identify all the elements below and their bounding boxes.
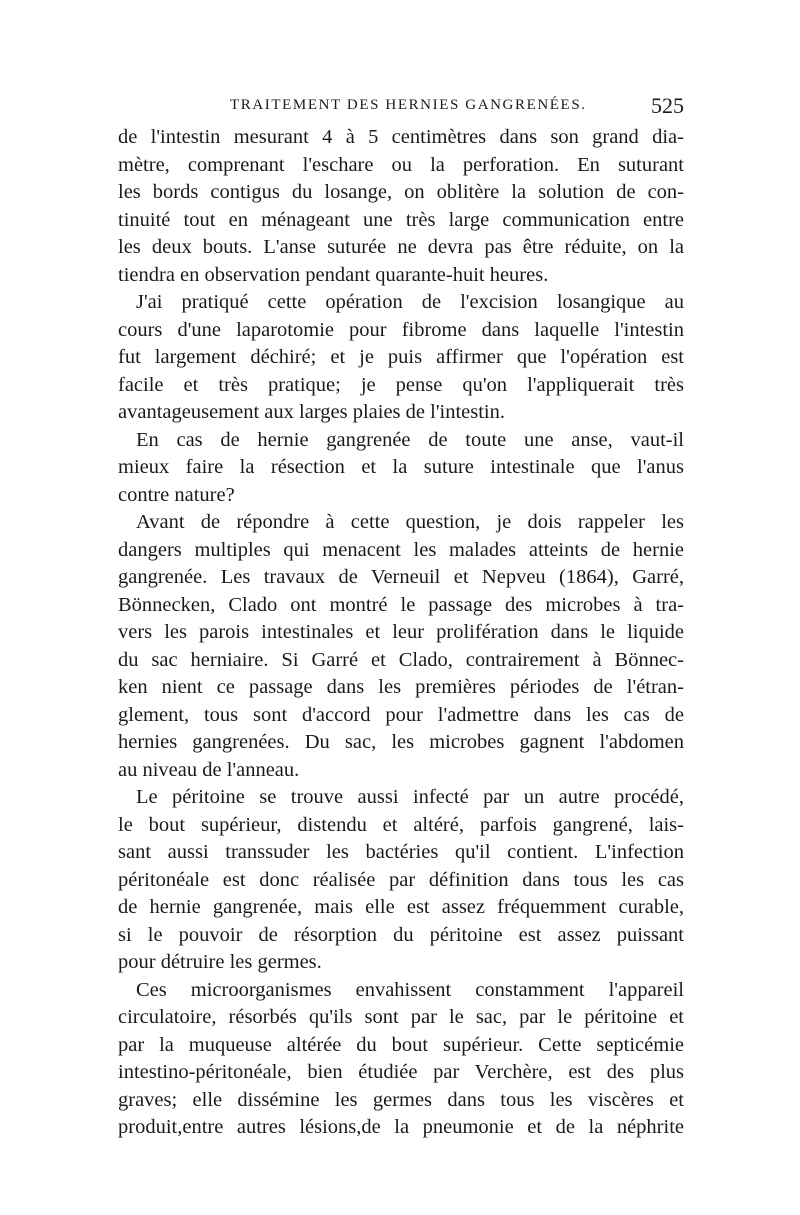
text-line: de l'intestin mesurant 4 à 5 centimètres dans son grand dia- [118, 126, 684, 148]
text-line: Bönnecken, Clado ont montré le passage des microbes à tra- [118, 593, 684, 616]
text-line: cours d'une laparotomie pour fibrome dans laquelle l'intestin [118, 318, 684, 341]
page-number: 525 [651, 93, 684, 118]
text-line: intestino-péritonéale, bien étudiée par Verchère, est des plus [118, 1061, 684, 1083]
text-line: graves; elle dissémine les germes dans tous les viscères et [118, 1088, 684, 1111]
text-line: Ces microorganismes envahissent constamment l'appareil [136, 978, 684, 1001]
text-line: les deux bouts. L'anse suturée ne devra pas être réduite, on la [118, 236, 684, 258]
text-line: mètre, comprenant l'eschare ou la perforation. En suturant [118, 153, 684, 176]
running-head [118, 93, 684, 119]
text-line: dangers multiples qui menacent les malades atteints de hernie [118, 538, 684, 561]
text-line: Avant de répondre à cette question, je dois rappeler les [136, 511, 684, 533]
text-line: les bords contigus du losange, on oblitère la solution de con- [118, 181, 684, 203]
running-title: TRAITEMENT DES HERNIES GANGRENÉES. [230, 97, 587, 113]
text-line: avantageusement aux larges plaies de l'intestin. [118, 401, 505, 423]
text-line: Le péritoine se trouve aussi infecté par un autre procédé, [136, 786, 684, 808]
body-text [118, 124, 684, 1142]
text-line: mieux faire la résection et la suture intestinale que l'anus [118, 456, 684, 478]
text-line: gangrenée. Les travaux de Verneuil et Nepveu (1864), Garré, [118, 566, 684, 588]
text-line: le bout supérieur, distendu et altéré, parfois gangrené, lais- [118, 813, 684, 836]
text-line: tinuité tout en ménageant une très large communication entre [118, 208, 684, 231]
text-line: sant aussi transsuder les bactéries qu'il contient. L'infection [118, 841, 684, 863]
text-line: vers les parois intestinales et leur prolifération dans le liquide [118, 621, 684, 643]
text-line: J'ai pratiqué cette opération de l'excision losangique au [136, 291, 684, 313]
text-line: ken nient ce passage dans les premières périodes de l'étran- [118, 676, 684, 698]
text-line: glement, tous sont d'accord pour l'admettre dans les cas de [118, 703, 684, 726]
text-line: hernies gangrenées. Du sac, les microbes gagnent l'abdomen [118, 731, 684, 753]
text-line: au niveau de l'anneau. [118, 758, 300, 781]
text-line: par la muqueuse altérée du bout supérieur. Cette septicémie [118, 1033, 684, 1056]
text-line: En cas de hernie gangrenée de toute une anse, vaut-il [136, 428, 684, 451]
text-line: si le pouvoir de résorption du péritoine est assez puissant [118, 923, 684, 946]
text-line: tiendra en observation pendant quarante-huit heures. [118, 263, 549, 286]
text-line: péritonéale est donc réalisée par définition dans tous les cas [118, 868, 684, 891]
text-line: produit,entre autres lésions,de la pneumonie et de la néphrite [118, 1116, 684, 1138]
text-line: facile et très pratique; je pense qu'on l'appliquerait très [118, 373, 684, 396]
text-line: circulatoire, résorbés qu'ils sont par le sac, par le péritoine et [118, 1006, 684, 1028]
text-line: de hernie gangrenée, mais elle est assez fréquemment curable, [118, 896, 684, 918]
text-line: fut largement déchiré; et je puis affirmer que l'opération est [118, 346, 684, 368]
text-line: pour détruire les germes. [118, 951, 322, 973]
text-line: contre nature? [118, 483, 235, 506]
text-line: du sac herniaire. Si Garré et Clado, contrairement à Bönnec- [118, 648, 684, 671]
